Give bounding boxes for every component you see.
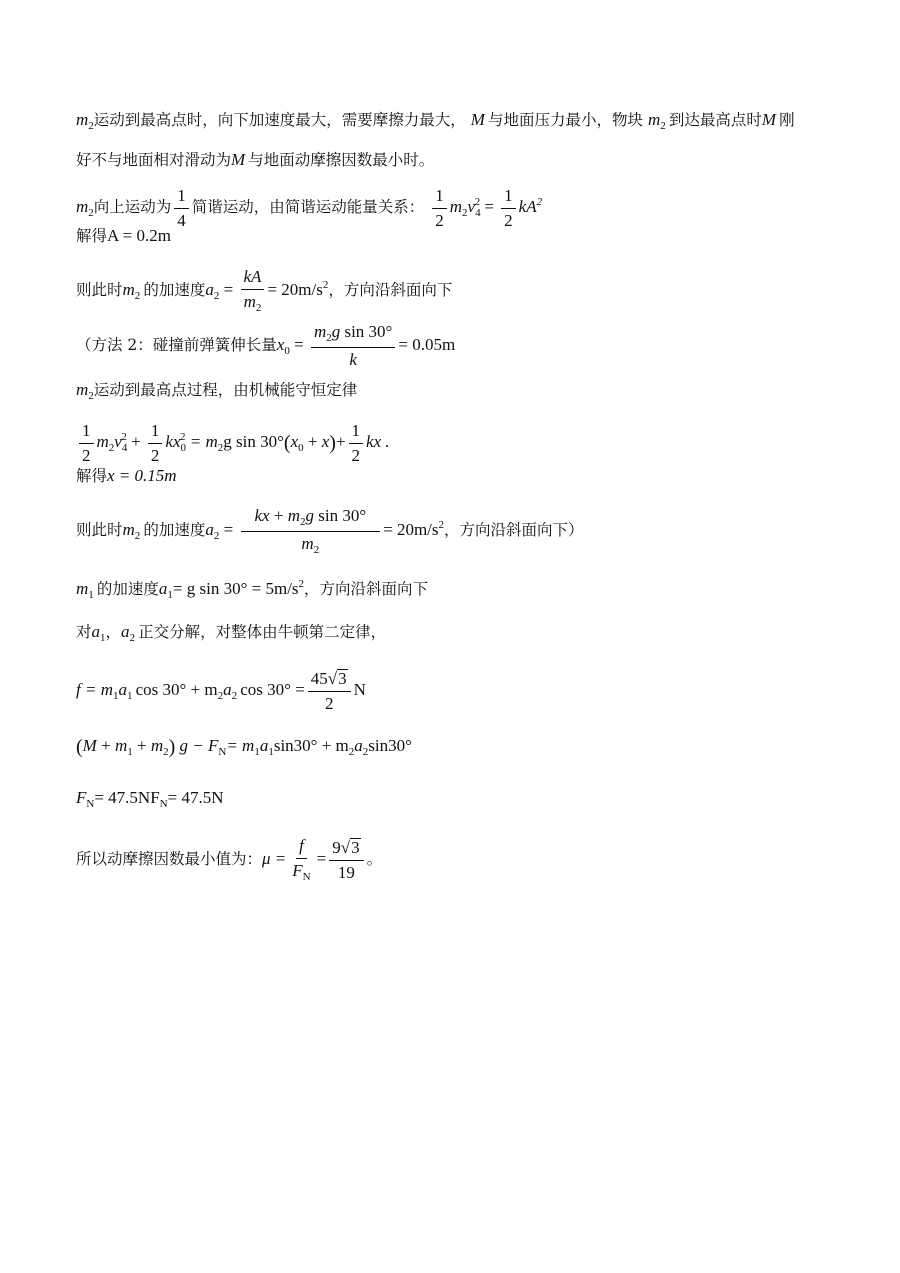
text-line-1: $m_2$运动到最高点时，向下加速度最大，需要摩擦力最大， M 与地面压力最小，物块 $m_2$ 到达最高点时M 刚 xyxy=(76,110,795,132)
text-line-13: $f = m_1a_1$ $\cos 30^\circ + m_2a_2$ cos 30° = 45 √ 3 2 N xyxy=(76,668,366,713)
text-line-12: 对$a_1$，$a_2$ 正交分解，对整体由牛顿第二定律， xyxy=(76,622,387,644)
text-line-2: 好不与地面相对滑动为M 与地面动摩擦因数最小时。 xyxy=(76,150,435,169)
text-line-15: $F_N= 47.5NF_N= 47.5N$ xyxy=(76,788,224,810)
text-line-8: $\frac{1}{2}$ $m_2v_4^2$ + $\frac{1}{2}$ $kx_0^2 = m_2g$ $\sin 30^\circ(x_0 + x)+$ $\frac{1}{2}$ kx . xyxy=(76,414,840,471)
text-line-7: $m_2$运动到最高点过程，由机械能守恒定律 xyxy=(76,380,358,402)
text-line-14: $(M + m_1 + m_2)$ $g - F_N= m_1a_1\sin 30^\circ + m_2a_2\sin 30^\circ$ xyxy=(76,736,412,758)
text-line-4: 解得A = 0.2m xyxy=(76,226,171,245)
text-line-6: （方法 2：碰撞前弹簧伸长量$x_0$ = $\frac{m_2g \sin 30^\circ}{k}$ = 0.05m xyxy=(76,322,456,370)
text-line-5: 则此时$m_2$ 的加速度$a_2$ = $\frac{kA}{m_2}$ = $20m/s^2$，方向沿斜面向下 xyxy=(76,267,453,314)
text-line-16: 所以动摩擦因数最小值为：μ = $\frac{f}{F_N}$ = 9 √ 3 19 。 xyxy=(76,836,383,883)
text-line-9: 解得x = 0.15m xyxy=(76,466,177,485)
text-line-3: $m_2$向上运动为 $\frac{1}{4}$ 简谐运动，由简谐运动能量关系： $\frac{1}{2}$ $m_2v_4^2$ = $\frac{1}{2}$ $kA^2$ xyxy=(76,185,543,230)
text-line-10: 则此时$m_2$ 的加速度$a_2$ = $\frac{kx + m_2g \sin 30^\circ}{m_2}$ = $20m/s^2$，方向沿斜面向下） xyxy=(76,505,584,556)
fraction-quarter: $\frac{1}{4}$ xyxy=(174,186,189,230)
text-line-11: $m_1$ 的加速度$a_1= g$ $\sin 30^\circ = 5m/s^2$，方向沿斜面向下 xyxy=(76,578,429,601)
